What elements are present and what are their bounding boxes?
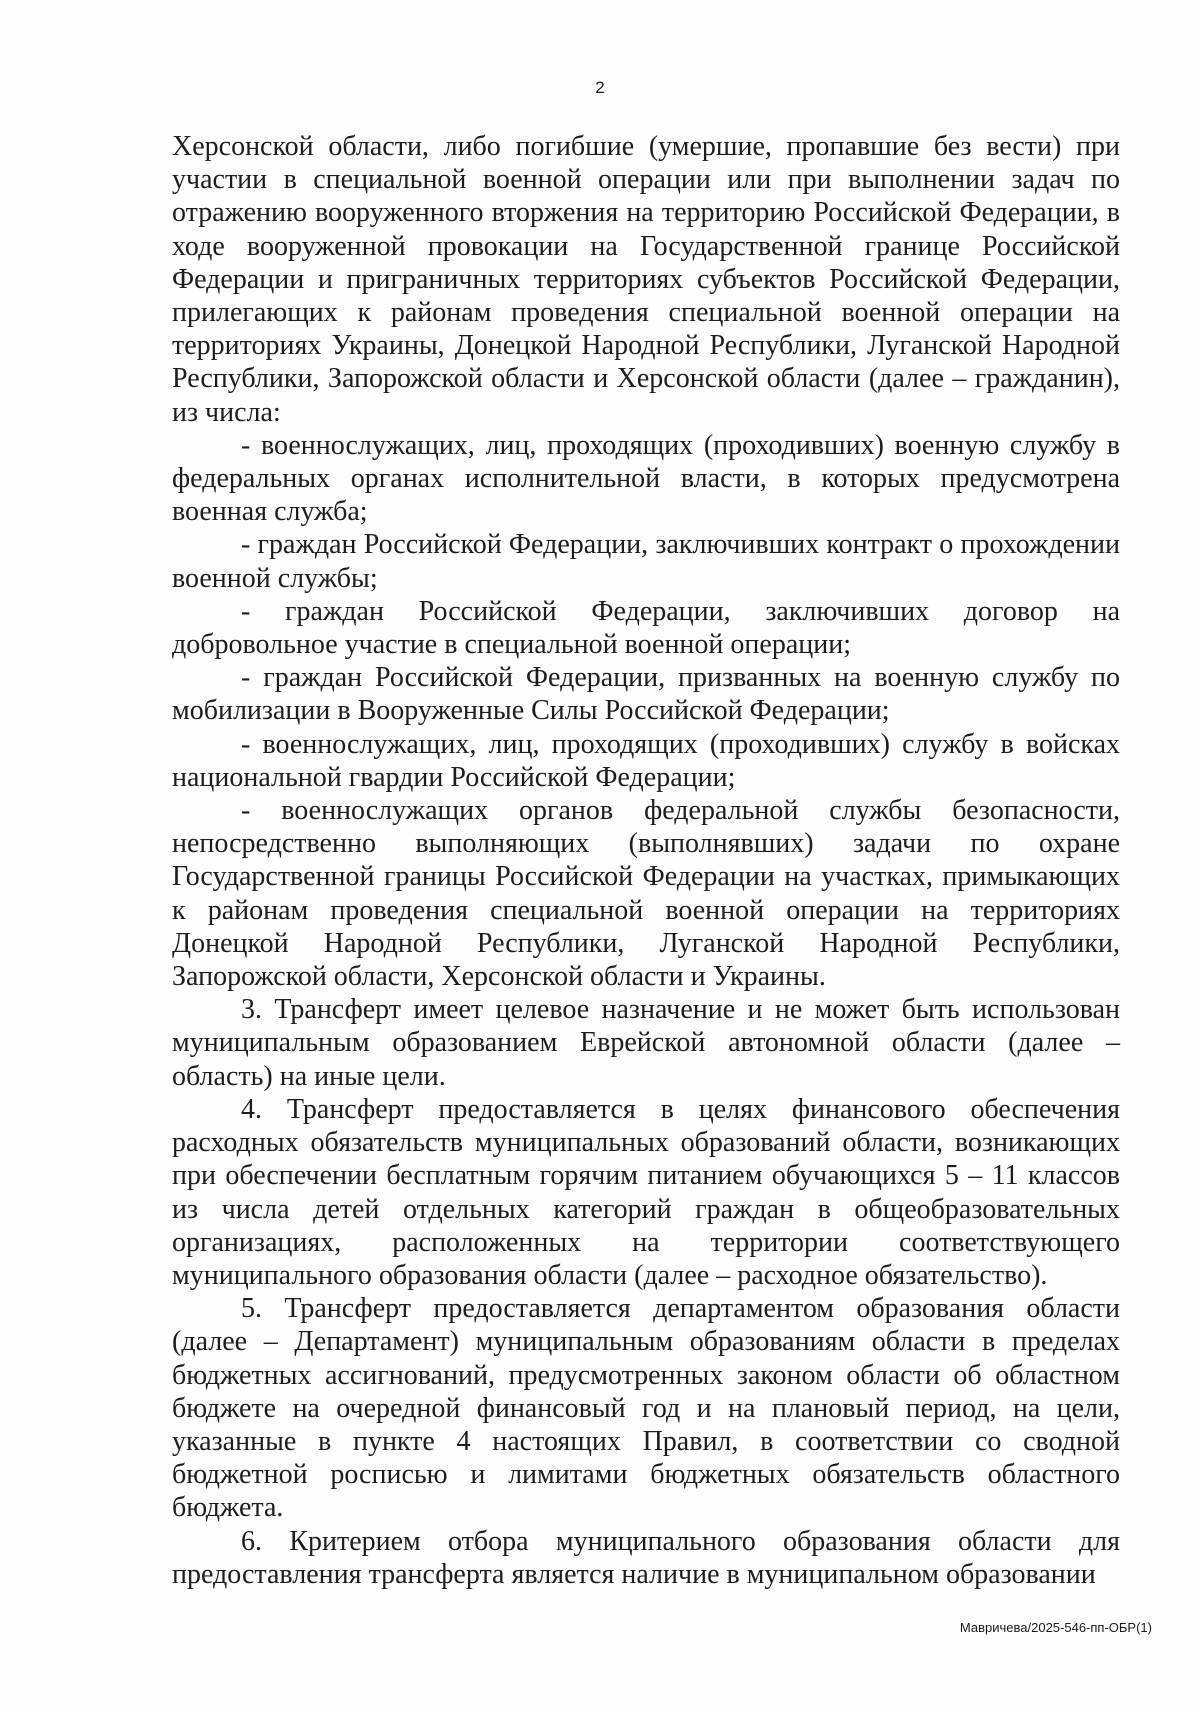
clause-6: 6. Критерием отбора муниципального образования области для предоставления трансферта является наличие в муниципальном образовании bbox=[172, 1525, 1120, 1590]
list-item-border-service: - военнослужащих органов федеральной службы безопасности, непосредственно выполняющих (выполнявших) задачи по охране Государственной границы Российской Федерации на участках, примыкающих к районам проведения специальной военной операции на территориях Донецкой Народной Республики, Луганской Народной Республики, Запорожской области, Херсонской области и Украины. bbox=[172, 795, 1120, 993]
paragraph-continuation: Херсонской области, либо погибшие (умершие, пропавшие без вести) при участии в специальной военной операции или при выполнении задач по отражению вооруженного вторжения на территорию Российской Федерации, в ходе вооруженной провокации на Государственной границе Российской Федерации и приграничных территориях субъектов Российской Федерации, прилегающих к районам проведения специальной военной операции на территориях Украины, Донецкой Народной Республики, Луганской Народной Республики, Запорожской области и Херсонской области (далее – гражданин), из числа: bbox=[172, 131, 1120, 428]
list-item-volunteer-citizens: - граждан Российской Федерации, заключивших договор на добровольное участие в специальной военной операции; bbox=[172, 595, 1120, 661]
list-item-contract-citizens: - граждан Российской Федерации, заключивших контракт о прохождении военной службы; bbox=[172, 529, 1120, 594]
page-number: 2 bbox=[595, 78, 605, 97]
clause-4: 4. Трансферт предоставляется в целях финансового обеспечения расходных обязательств муниципальных образований области, возникающих при обеспечении бесплатным горячим питанием обучающихся 5 – 11 классов из числа детей отдельных категорий граждан в общеобразовательных организациях, расположенных на территории соответствующего муниципального образования области (далее – расходное обязательство). bbox=[172, 1093, 1120, 1291]
list-item-national-guard: - военнослужащих, лиц, проходящих (проходивших) службу в войсках национальной гвардии Российской Федерации; bbox=[172, 728, 1120, 793]
list-item-military-personnel: - военнослужащих, лиц, проходящих (проходивших) военную службу в федеральных органах исполнительной власти, в которых предусмотрена военная служба; bbox=[172, 429, 1120, 528]
document-body bbox=[172, 130, 1120, 1591]
clause-5: 5. Трансферт предоставляется департаментом образования области (далее – Департамент) муниципальным образованиям области в пределах бюджетных ассигнований, предусмотренных законом области об областном бюджете на очередной финансовый год и на плановый период, на цели, указанные в пункте 4 настоящих Правил, в соответствии со сводной бюджетной росписью и лимитами бюджетных обязательств областного бюджета. bbox=[172, 1293, 1120, 1524]
list-item-mobilized-citizens: - граждан Российской Федерации, призванных на военную службу по мобилизации в Вооруженные Силы Российской Федерации; bbox=[172, 662, 1120, 727]
clause-3: 3. Трансферт имеет целевое назначение и не может быть использован муниципальным образованием Еврейской автономной области (далее – область) на иные цели. bbox=[172, 994, 1120, 1092]
footer-document-code: Мавричева/2025-546-пп-ОБР(1) bbox=[959, 1620, 1152, 1635]
